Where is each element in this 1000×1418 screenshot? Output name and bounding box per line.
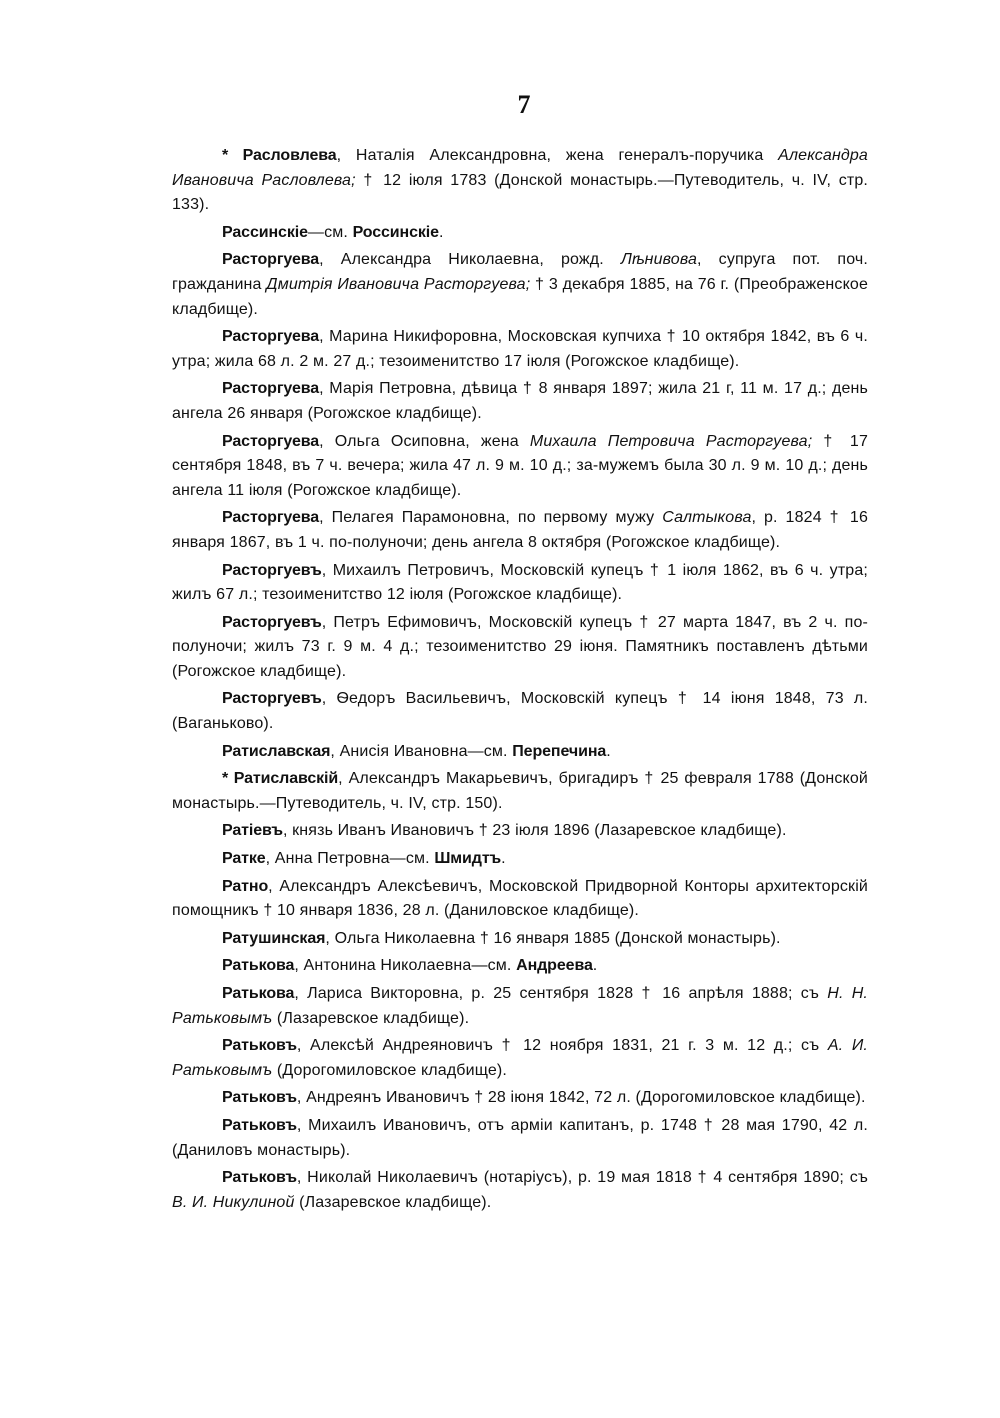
entry-headword: Расторгуева [222, 328, 320, 346]
entry [172, 506, 868, 555]
entry-name-italic: Лѣнивова [620, 251, 698, 269]
entry-headword: Ратке [222, 850, 266, 868]
entry [172, 1166, 868, 1215]
entry-text: , Николай Николаевичъ (нотаріусъ), р. 19 мая 1818 † 4 сентября 1890; съ [296, 1169, 868, 1187]
entry-text: . [501, 850, 506, 868]
entry-name-italic: Дмитрія Ивановича Расторгуева; [266, 275, 531, 293]
entry [172, 847, 868, 872]
entry [172, 767, 868, 816]
entry-text: (Лазаревское кладбище). [294, 1193, 492, 1211]
entry [172, 687, 868, 736]
entry-text: (Дорогомиловское кладбище). [272, 1061, 507, 1079]
entry-text: , Пелагея Парамоновна, по первому мужу [319, 509, 663, 527]
entry-text: , супруга пот. поч. гражданина [172, 251, 868, 293]
entry-headword: Расторгуевъ [222, 613, 322, 631]
entry-name-italic: Салтыкова [662, 509, 752, 527]
entry-text: , Анна Петровна—см. [265, 850, 435, 868]
entry [172, 927, 868, 952]
entry-text: , Наталія Александровна, жена генералъ-поручика [336, 147, 779, 164]
entry-headword: Ратно [222, 877, 269, 895]
entry-text: , Андреянъ Ивановичъ † 28 іюня 1842, 72 л. (Дорогомиловское кладбище). [296, 1089, 866, 1107]
entry-text: , Марина Никифоровна, Московская купчиха † 10 октября 1842, въ 6 ч. утра; жила 68 л. 2 м. 27 д.; тезоименитство 17 іюля (Рогожское кладбище). [172, 328, 868, 370]
entry-text: , Анисія Ивановна—см. [330, 742, 513, 760]
entry-text: , р. 1824 † 16 января 1867, въ 1 ч. по-полуночи; день ангела 8 октября (Рогожское кладбище). [172, 509, 868, 551]
entry-headword: Ратушинская [222, 929, 326, 947]
entry-headword: Рассинскіе [222, 223, 308, 241]
entry [172, 248, 868, 322]
entry-headword: Ратьковъ [222, 1116, 297, 1134]
entry-headword: Ратьковъ [222, 1037, 297, 1055]
entry-text: , Лариса Викторовна, р. 25 сентября 1828 † 16 апрѣля 1888; съ [294, 985, 828, 1002]
entry-headword: Ратіевъ [222, 822, 283, 840]
entry-text: , Михаилъ Петровичъ, Московскій купецъ † 1 іюля 1862, въ 6 ч. утра; жилъ 67 л.; тезоименитство 12 іюля (Рогожское кладбище). [172, 561, 868, 604]
entry [172, 325, 868, 374]
entry [172, 875, 868, 924]
entry-text: , Ольга Осиповна, жена [319, 432, 530, 450]
entry-headword: Ратькова [222, 957, 295, 975]
entry-headword: Ратиславская [222, 742, 331, 760]
entry-name-italic: Н. Н. Ратьковымъ [172, 985, 868, 1027]
entry [172, 221, 868, 246]
entry-name-italic: В. И. Никулиной [172, 1193, 295, 1211]
entry-cross-reference: Андреева [516, 957, 593, 975]
document-page [172, 90, 868, 1218]
entry-text: , Антонина Николаевна—см. [294, 957, 517, 975]
entry-headword: Ратьковъ [222, 1169, 297, 1187]
entry-headword: Расторгуева [222, 251, 320, 269]
entry-text: , Ольга Николаевна † 16 января 1885 (Донской монастырь). [325, 929, 781, 947]
entry-text: . [438, 223, 444, 241]
entry-name-italic: Александра Ивановича Расловлева; [172, 147, 868, 189]
entry-headword: Расторгуевъ [222, 561, 322, 579]
entry-name-italic: А. И. Ратьковымъ [172, 1037, 869, 1079]
entries-list [172, 144, 868, 1215]
entry-text: , Александръ Макарьевичъ, бригадиръ † 25 февраля 1788 (Донской монастырь.—Путеводитель, ч. IV, стр. 150). [172, 770, 869, 812]
entry-headword: Ратькова [222, 985, 295, 1002]
entry [172, 982, 868, 1031]
entry [172, 1034, 868, 1083]
entry [172, 819, 868, 844]
entry-text: , Марія Петровна, дѣвица † 8 января 1897; жила 21 г, 11 м. 17 д.; день ангела 26 января (Рогожское кладбище). [172, 380, 868, 422]
entry-text: , Петръ Ефимовичъ, Московскій купецъ † 27 марта 1847, въ 2 ч. по-полуночи; жилъ 73 г. 9 м. 4 д.; тезоименитство 29 іюня. Памятникъ поставленъ дѣтьми (Рогожское кладбище). [172, 613, 868, 680]
entry-text: —см. [307, 223, 353, 241]
page-number: 7 [517, 90, 531, 119]
entry-headword: Ратьковъ [222, 1089, 297, 1107]
entry-text: † 12 іюля 1783 (Донской монастырь.—Путеводитель, ч. IV, стр. 133). [172, 171, 868, 214]
entry [172, 1114, 868, 1163]
entry-text: , Александръ Алексѣевичъ, Московской Придворной Конторы архитекторскій помощникъ † 10 января 1836, 28 л. (Даниловское кладбище). [172, 877, 868, 920]
entry-headword: Расторгуевъ [222, 690, 322, 708]
entry [172, 430, 868, 504]
entry-text: . [606, 742, 611, 760]
entry [172, 559, 868, 608]
entry-text: † 17 сентября 1848, въ 7 ч. вечера; жила 47 л. 9 м. 10 д.; за-мужемъ была 30 л. 9 м. 10 д.; день ангела 11 іюля (Рогожское кладбище). [172, 432, 868, 499]
entry-text: (Лазаревское кладбище). [272, 1009, 470, 1027]
entry-headword: Расторгуева [222, 380, 320, 398]
entry-cross-reference: Перепечина [512, 742, 607, 760]
entry [172, 611, 868, 685]
entry [172, 740, 868, 765]
entry-headword: * Ратиславскій [222, 770, 339, 788]
entry-headword: Расторгуева [222, 509, 320, 527]
entry-text: † 3 декабря 1885, на 76 г. (Преображенское кладбище). [172, 275, 868, 318]
entry [172, 954, 868, 979]
entry-text: , Михаилъ Ивановичъ, отъ арміи капитанъ, р. 1748 † 28 мая 1790, 42 л. (Даниловъ монастырь). [172, 1116, 868, 1159]
entry [172, 377, 868, 426]
entry-text: , Ѳедоръ Васильевичъ, Московскій купецъ † 14 іюня 1848, 73 л. (Ваганьково). [172, 690, 868, 733]
entry-cross-reference: Шмидтъ [434, 850, 502, 868]
entry [172, 144, 868, 218]
entry-cross-reference: Россинскіе [352, 223, 439, 241]
entry [172, 1086, 868, 1111]
entry-name-italic: Михаила Петровича Расторгуева; [529, 432, 813, 450]
entry-text: , Александра Николаевна, рожд. [319, 251, 621, 269]
entry-text: , князь Иванъ Ивановичъ † 23 іюля 1896 (Лазаревское кладбище). [282, 822, 787, 840]
entry-headword: Расторгуева [222, 432, 320, 450]
entry-text: . [592, 957, 598, 975]
entry-text: , Алексѣй Андреяновичъ † 12 ноября 1831, 21 г. 3 м. 12 д.; съ [296, 1037, 828, 1055]
entry-headword: * Расловлева [222, 147, 337, 164]
